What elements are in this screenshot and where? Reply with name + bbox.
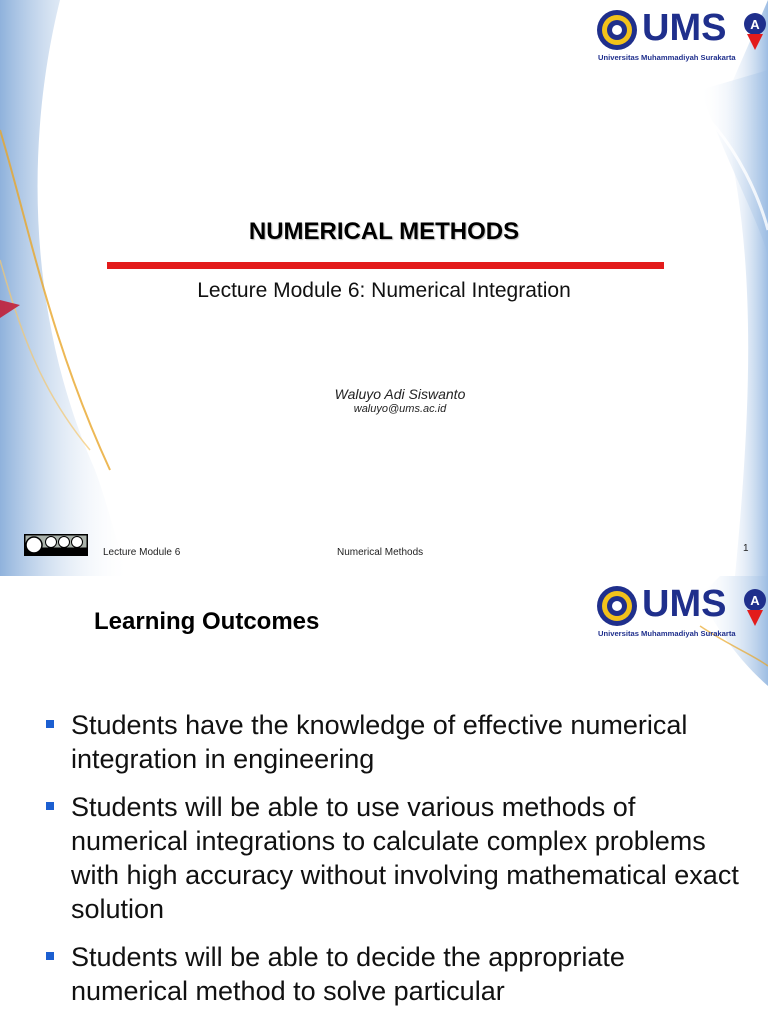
bullet-square-icon <box>46 720 54 728</box>
ums-logo <box>596 6 768 64</box>
list-item <box>46 940 746 1008</box>
slide-2 <box>0 576 768 1024</box>
slide-subtitle: Lecture Module 6: Numerical Integration <box>197 279 571 302</box>
list-item-text: Students will be able to use various methods of numerical integrations to calculate complex problems with high accuracy without involving mathematical exact solution <box>71 792 739 924</box>
logo-subtitle: Universitas Muhammadiyah Surakarta <box>598 629 736 638</box>
footer-module: Lecture Module 6 <box>103 547 181 558</box>
bullet-square-icon <box>46 802 54 810</box>
logo-wordmark: UMS <box>642 7 727 49</box>
list-item-text: Students will be able to decide the appropriate numerical method to solve particular <box>71 942 625 1006</box>
author-email: waluyo@ums.ac.id <box>353 403 447 415</box>
list-item-text: Students have the knowledge of effective numerical integration in engineering <box>71 710 688 774</box>
slide-title: Learning Outcomes <box>94 608 320 635</box>
logo-wordmark: UMS <box>642 583 727 625</box>
author-name: Waluyo Adi Siswanto <box>334 386 466 402</box>
footer-course: Numerical Methods <box>337 547 424 558</box>
title-divider <box>107 262 664 269</box>
bullet-square-icon <box>46 952 54 960</box>
creative-commons-license-icon <box>24 534 88 556</box>
accreditation-badge: A <box>750 593 760 608</box>
slide-title: NUMERICAL METHODS <box>248 218 520 245</box>
list-item <box>46 708 746 776</box>
logo-subtitle: Universitas Muhammadiyah Surakarta <box>598 53 736 62</box>
list-item <box>46 790 746 926</box>
ums-logo <box>596 582 768 640</box>
page-number: 1 <box>743 543 749 554</box>
learning-outcomes-list <box>46 708 746 1022</box>
accreditation-badge: A <box>750 17 760 32</box>
